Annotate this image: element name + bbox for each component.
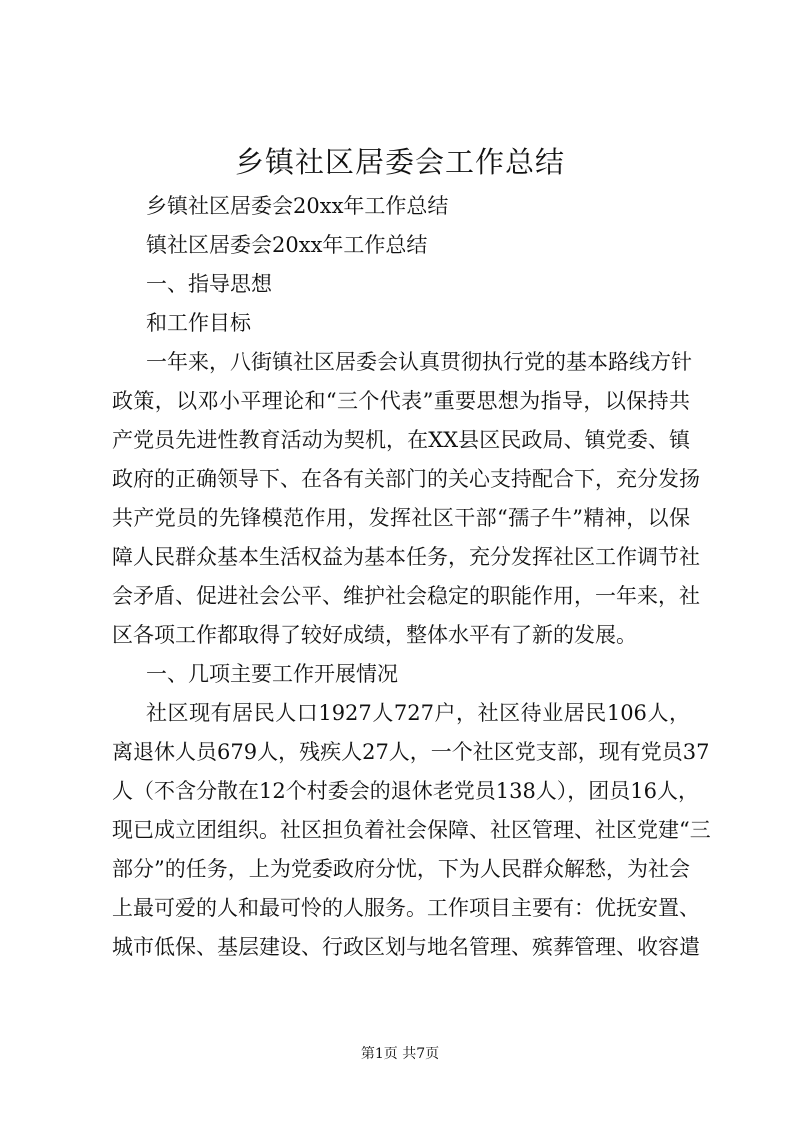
text-line: 一年来，八街镇社区居委会认真贯彻执行党的基本路线方针 <box>146 350 692 374</box>
text-line: 社区现有居民人口1927人727户，社区待业居民106人， <box>146 701 690 725</box>
text-line: 政策，以邓小平理论和“三个代表”重要思想为指导，以保持共 <box>112 389 690 413</box>
page-footer: 第1页 共7页 <box>360 1046 440 1062</box>
text-line: 部分”的任务，上为党委政府分忧，下为人民群众解愁，为社会 <box>112 857 690 881</box>
text-line: 城市低保、基层建设、行政区划与地名管理、殡葬管理、收容遣 <box>112 935 700 959</box>
document-body <box>112 187 711 967</box>
text-line: 人（不含分散在12个村委会的退休老党员138人），团员16人， <box>112 779 700 803</box>
text-line: 和工作目标 <box>146 311 251 335</box>
text-line: 一、几项主要工作开展情况 <box>146 662 398 686</box>
text-line: 现已成立团组织。社区担负着社会保障、社区管理、社区党建“三 <box>112 818 711 842</box>
document-title: 乡镇社区居委会工作总结 <box>234 145 565 179</box>
text-line: 镇社区居委会20xx年工作总结 <box>146 233 428 257</box>
text-line: 区各项工作都取得了较好成绩，整体水平有了新的发展。 <box>112 623 637 647</box>
text-line: 产党员先进性教育活动为契机，在XX县区民政局、镇党委、镇 <box>112 428 690 452</box>
text-line: 离退休人员679人，残疾人27人，一个社区党支部，现有党员37 <box>112 740 710 764</box>
text-line: 会矛盾、促进社会公平、维护社会稳定的职能作用，一年来，社 <box>112 584 700 608</box>
text-line: 共产党员的先锋模范作用，发挥社区干部“孺子牛”精神，以保 <box>112 506 690 530</box>
text-line: 上最可爱的人和最可怜的人服务。工作项目主要有：优抚安置、 <box>112 896 700 920</box>
text-line: 政府的正确领导下、在各有关部门的关心支持配合下，充分发扬 <box>112 467 700 491</box>
text-line: 一、指导思想 <box>146 272 272 296</box>
text-line: 障人民群众基本生活权益为基本任务，充分发挥社区工作调节社 <box>112 545 700 569</box>
text-line: 乡镇社区居委会20xx年工作总结 <box>146 194 449 218</box>
